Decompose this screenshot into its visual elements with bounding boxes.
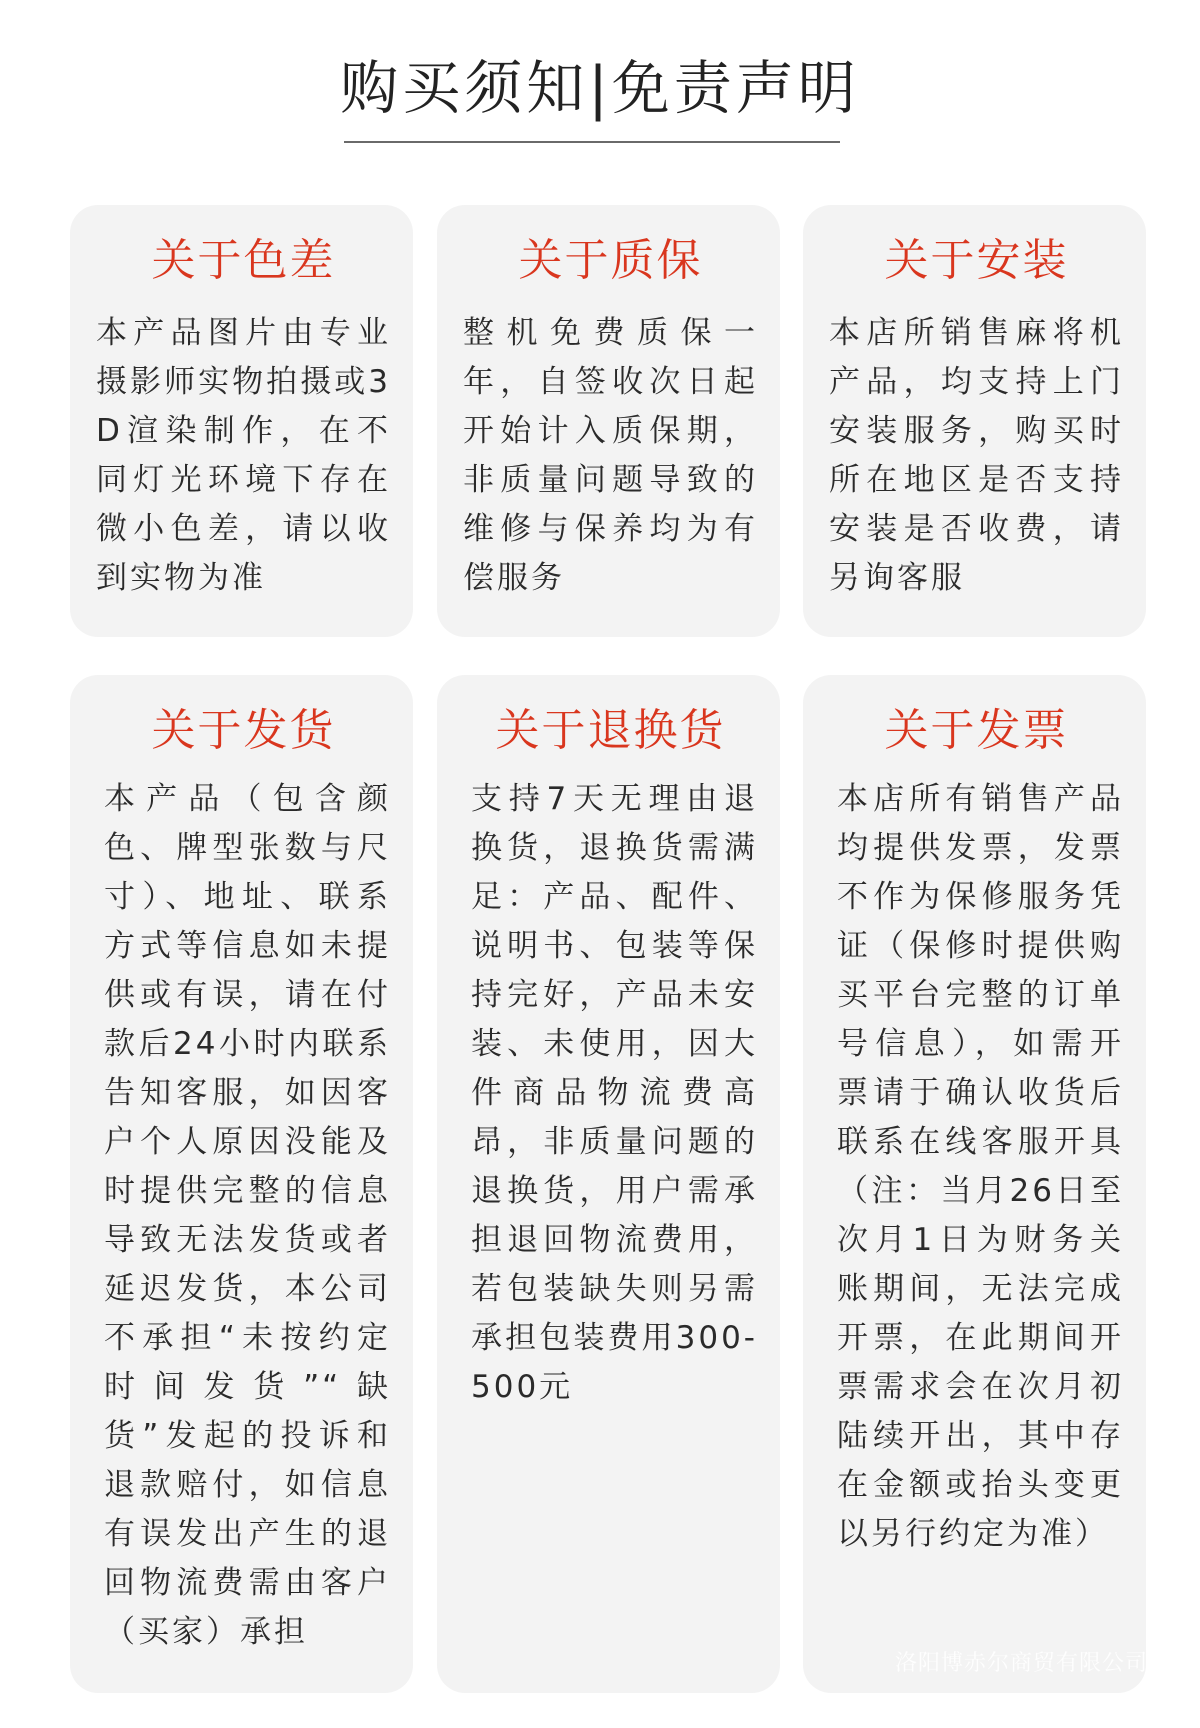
card-title: 关于发货	[151, 705, 336, 756]
card-body: 本店所销售麻将机产品，均支持上门安装服务，购买时所在地区是否支持安装是否收费，请另询客服	[829, 315, 1124, 596]
company-watermark: 洛阳博赤尔商贸有限公司	[894, 1651, 1148, 1676]
card-invoice	[803, 675, 1146, 1693]
page-title: 购买须知|免责声明	[340, 54, 860, 122]
card-color-difference	[70, 205, 413, 637]
card-body: 支持7天无理由退换货，退换货需满足：产品、配件、说明书、包装等保持完好，产品未安装、未使用，因大件商品物流费高昂，非质量问题的退换货，用户需承担退回物流费用，若包装缺失则另需承担包装费用300-500元	[471, 781, 758, 1405]
card-shipping	[70, 675, 413, 1693]
card-installation	[803, 205, 1146, 637]
card-body: 本店所有销售产品均提供发票，发票不作为保修服务凭证（保修时提供购买平台完整的订单号信息），如需开票请于确认收货后联系在线客服开具（注：当月26日至次月1日为财务关账期间，无法完成开票，在此期间开票需求会在次月初陆续开出，其中存在金额或抬头变更以另行约定为准）	[837, 781, 1124, 1552]
card-warranty	[437, 205, 780, 637]
card-title: 关于质保	[518, 235, 703, 286]
card-body: 本产品（包含颜色、牌型张数与尺寸）、地址、联系方式等信息如未提供或有误，请在付款后24小时内联系告知客服，如因客户个人原因没能及时提供完整的信息导致无法发货或者延迟发货，本公司不承担“未按约定时间发货”“缺货”发起的投诉和退款赔付，如信息有误发出产生的退回物流费需由客户（买家）承担	[104, 781, 391, 1650]
card-title: 关于发票	[884, 705, 1069, 756]
card-body: 整机免费质保一年，自签收次日起开始计入质保期，非质量问题导致的维修与保养均为有偿服务	[463, 315, 758, 596]
card-title: 关于安装	[884, 235, 1069, 286]
card-title: 关于色差	[151, 235, 336, 286]
card-body: 本产品图片由专业摄影师实物拍摄或3D渲染制作，在不同灯光环境下存在微小色差，请以收到实物为准	[96, 315, 391, 596]
card-title: 关于退换货	[495, 705, 726, 756]
card-returns	[437, 675, 780, 1693]
title-underline	[344, 141, 840, 143]
